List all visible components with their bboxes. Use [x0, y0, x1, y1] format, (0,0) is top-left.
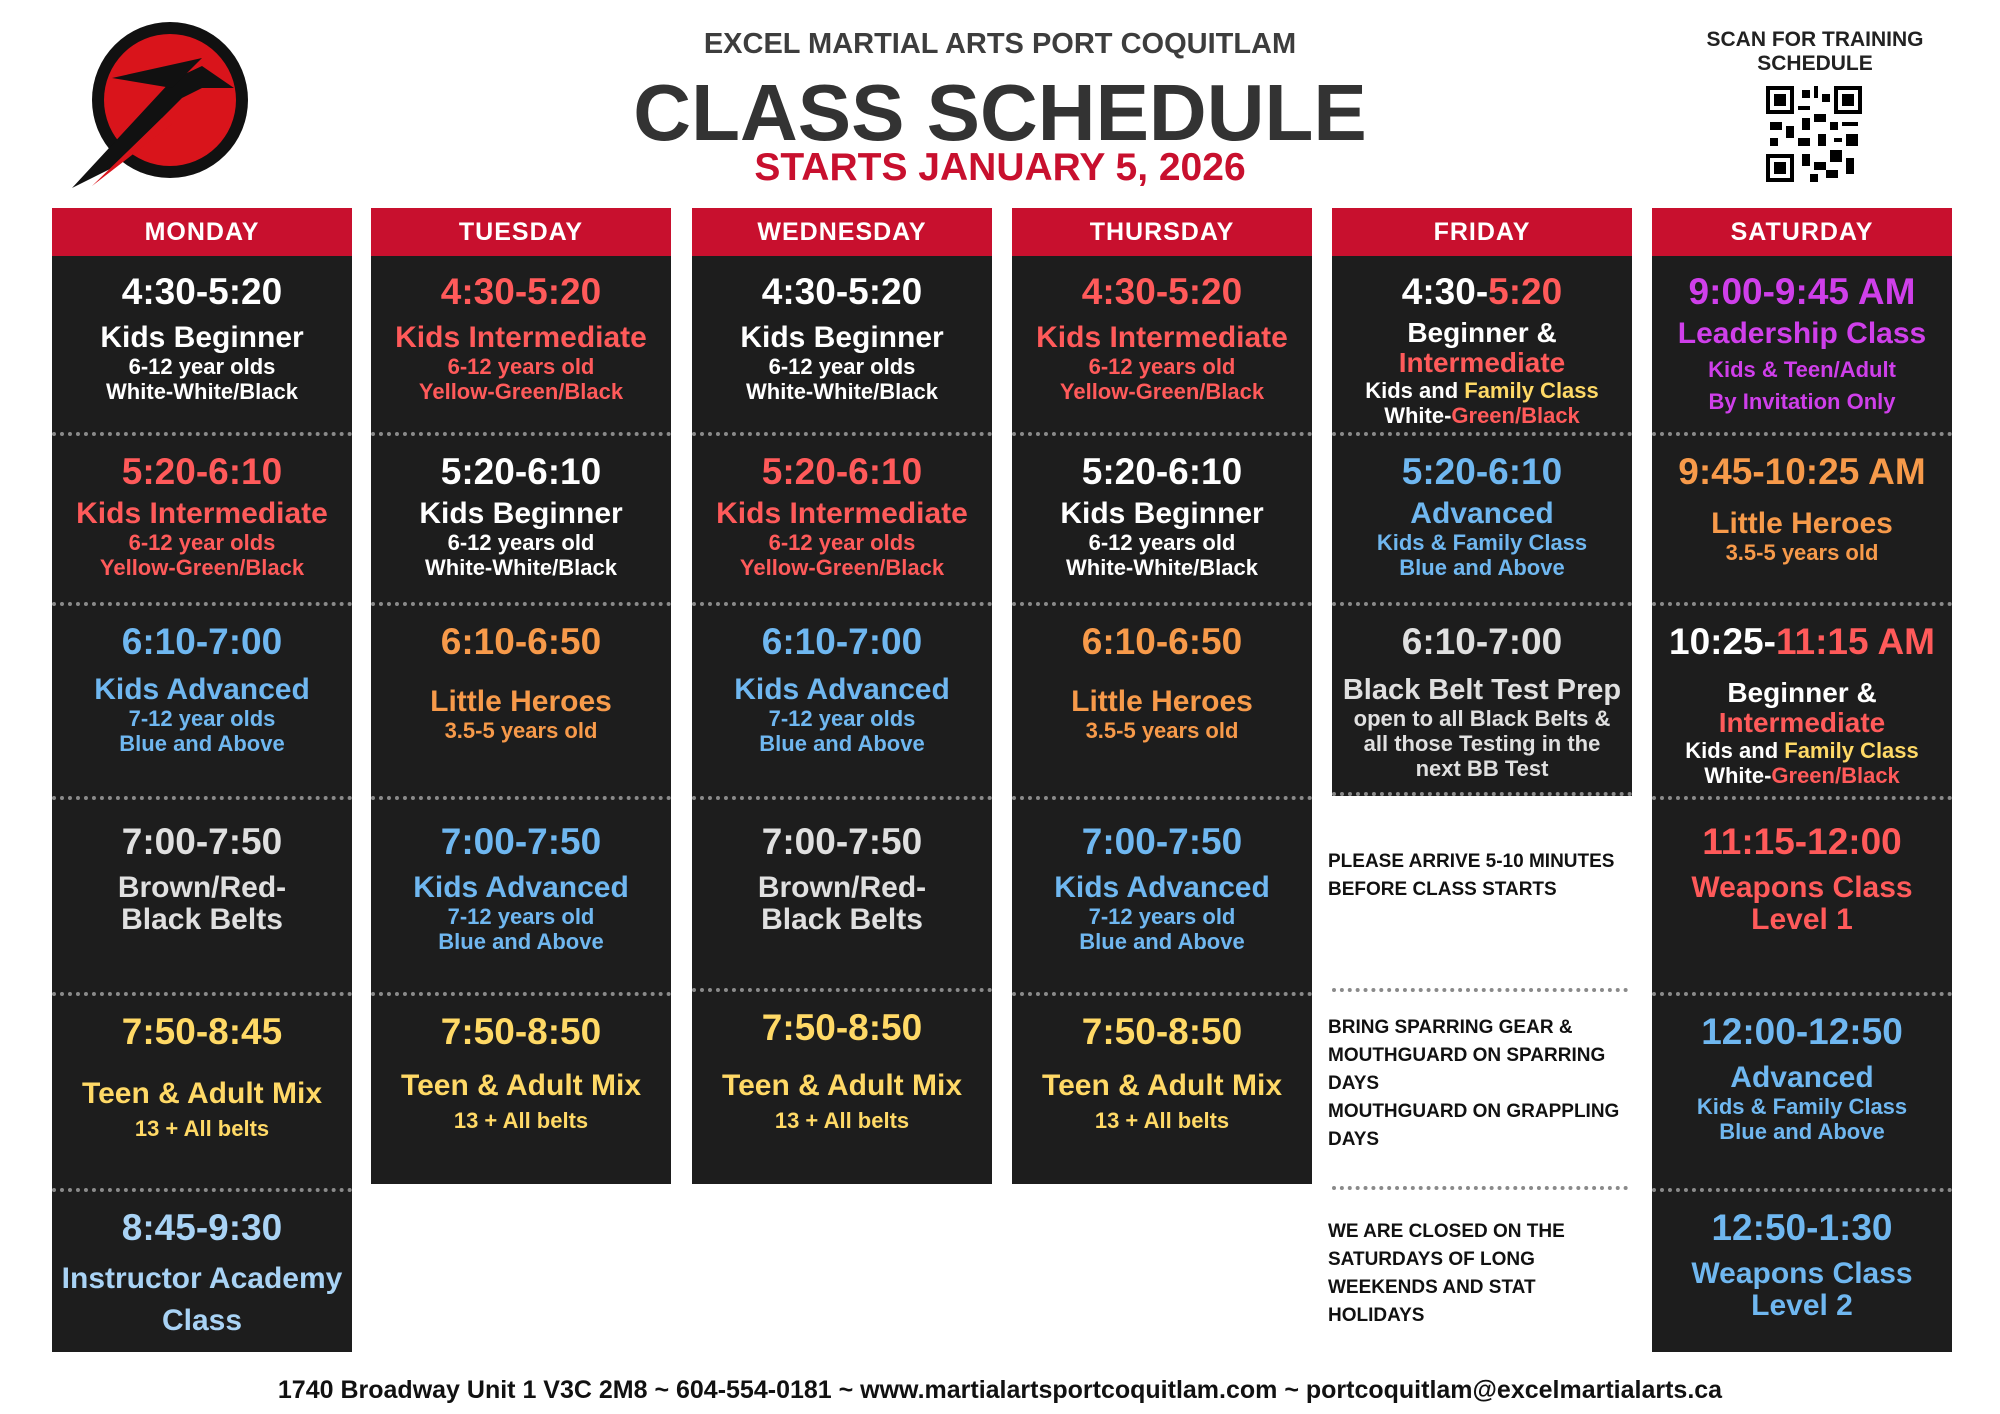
slot-detail-part: Family Class [1464, 378, 1599, 403]
slot-time: 5:20-6:10 [761, 451, 923, 492]
day-header: MONDAY [52, 208, 352, 256]
footer-contact: 1740 Broadway Unit 1 V3C 2M8 ~ 604-554-0181 ~ www.martialartsportcoquitlam.com ~ portcoquitlam@excelmartialarts.ca [277, 1376, 1723, 1404]
slot-title: Teen & Adult Mix [401, 1069, 641, 1102]
slot-detail: White-White/Black [1066, 555, 1258, 580]
class-slot [692, 606, 992, 800]
slot-title: Teen & Adult Mix [1042, 1069, 1282, 1102]
class-slot [1012, 436, 1312, 606]
class-slot [1012, 996, 1312, 1184]
class-slot [692, 436, 992, 606]
slot-time: 7:50-8:50 [761, 1007, 923, 1048]
slot-detail-part: Family Class [1784, 738, 1919, 763]
slot-time: 9:45-10:25 AM [1678, 451, 1926, 492]
slot-time: 9:00-9:45 AM [1688, 271, 1916, 312]
slot-title: Teen & Adult Mix [82, 1077, 322, 1110]
slot-detail: 13 + All belts [134, 1116, 270, 1141]
slot-detail: Blue and Above [438, 929, 604, 954]
slot-detail: By Invitation Only [1708, 389, 1896, 414]
day-header: THURSDAY [1012, 208, 1312, 256]
start-date: STARTS JANUARY 5, 2026 [754, 146, 1246, 189]
slot-detail: 13 + All belts [774, 1108, 910, 1133]
slot-detail: 7-12 years old [1088, 904, 1236, 929]
slot-title: Kids Advanced [413, 871, 629, 904]
day-header: SATURDAY [1652, 208, 1952, 256]
slot-time: 4:30-5:20 [1081, 271, 1243, 312]
class-slot [1332, 606, 1632, 796]
class-slot [1652, 606, 1952, 800]
phoenix-logo-icon [52, 18, 248, 200]
slot-detail: Blue and Above [119, 731, 285, 756]
day-column-monday [52, 208, 352, 1337]
slot-title: Brown/Red- Black Belts [757, 871, 927, 936]
class-slot [371, 800, 671, 996]
slot-detail-part: Kids and [1685, 738, 1785, 763]
slot-time: 7:50-8:45 [121, 1011, 283, 1052]
day-column-thursday [1012, 208, 1312, 1133]
slot-title: Kids Advanced [734, 673, 950, 706]
day-header: TUESDAY [371, 208, 671, 256]
note-arrive-early: PLEASE ARRIVE 5-10 MINUTES BEFORE CLASS STARTS [1328, 851, 1615, 900]
class-slot [1652, 800, 1952, 996]
slot-title: Kids Intermediate [395, 321, 647, 354]
slot-detail: Yellow-Green/Black [99, 555, 305, 580]
class-slot [1332, 436, 1632, 606]
slot-time: 5:20-6:10 [1081, 451, 1243, 492]
class-slot [52, 1192, 352, 1352]
slot-detail-part: Green/Black [1451, 403, 1580, 428]
slot-detail: Blue and Above [1719, 1119, 1885, 1144]
slot-time [1332, 270, 1632, 314]
slot-title: Kids Beginner [740, 321, 944, 354]
slot-title: Advanced [1730, 1061, 1874, 1094]
slot-detail: 7-12 year olds [128, 706, 276, 731]
slot-title: Kids Advanced [1054, 871, 1270, 904]
slot-detail: 7-12 year olds [768, 706, 916, 731]
slot-title: Little Heroes [1711, 507, 1893, 540]
class-slot [52, 256, 352, 436]
day-header: FRIDAY [1332, 208, 1632, 256]
slot-detail: 6-12 year olds [768, 354, 916, 379]
slot-title: Little Heroes [430, 685, 612, 718]
slot-time: 7:00-7:50 [121, 821, 283, 862]
class-slot [1652, 436, 1952, 606]
class-slot [692, 256, 992, 436]
slot-time: 6:10-6:50 [440, 621, 602, 662]
class-slot [1652, 256, 1952, 436]
slot-detail [1332, 378, 1632, 403]
slot-time-start: 10:25- [1669, 621, 1776, 662]
note-grappling: MOUTHGUARD ON GRAPPLING DAYS [1328, 1101, 1620, 1150]
slot-detail: 6-12 year olds [128, 354, 276, 379]
slot-detail: 13 + All belts [1094, 1108, 1230, 1133]
slot-title: Beginner & [1407, 317, 1557, 348]
slot-title: Weapons Class Level 2 [1691, 1257, 1913, 1322]
class-slot [1652, 996, 1952, 1192]
class-slot [692, 800, 992, 992]
slot-time: 8:45-9:30 [121, 1207, 283, 1248]
day-column-wednesday [692, 208, 992, 1133]
class-slot [52, 800, 352, 996]
slot-detail: Yellow-Green/Black [1059, 379, 1265, 404]
note-sparring-gear: BRING SPARRING GEAR & MOUTHGUARD ON SPARRING DAYS [1328, 1017, 1606, 1094]
class-slot [371, 606, 671, 800]
class-slot [371, 256, 671, 436]
slot-title: Black Belt Test Prep [1342, 674, 1622, 706]
slot-time: 7:00-7:50 [1081, 821, 1243, 862]
slot-time: 7:50-8:50 [1081, 1011, 1243, 1052]
slot-time: 7:00-7:50 [761, 821, 923, 862]
slot-detail: open to all Black Belts & [1353, 706, 1611, 731]
slot-time: 6:10-7:00 [761, 621, 923, 662]
slot-detail: 6-12 years old [1088, 530, 1236, 555]
slot-title: Intermediate [1398, 347, 1566, 378]
slot-time: 7:00-7:50 [440, 821, 602, 862]
slot-detail: White-White/Black [106, 379, 298, 404]
class-slot [371, 436, 671, 606]
slot-title: Beginner & [1727, 677, 1877, 708]
slot-detail: Yellow-Green/Black [418, 379, 624, 404]
logo [52, 18, 248, 200]
class-slot [52, 606, 352, 800]
slot-detail: next BB Test [1415, 756, 1549, 781]
qr-code[interactable] [1766, 86, 1862, 182]
slot-title: Advanced [1410, 497, 1554, 530]
slot-title: Instructor Academy Class [61, 1262, 343, 1337]
slot-time-end: 5:20 [1488, 271, 1563, 312]
slot-title: Kids Intermediate [1036, 321, 1288, 354]
day-column-tuesday [371, 208, 671, 1133]
slot-title: Intermediate [1718, 707, 1886, 738]
slot-title: Kids Beginner [1060, 497, 1264, 530]
qr-code-icon [1766, 86, 1862, 182]
slot-time: 12:50-1:30 [1711, 1207, 1893, 1248]
divider [1332, 1186, 1628, 1190]
slot-title: Kids Beginner [419, 497, 623, 530]
slot-title: Leadership Class [1677, 317, 1927, 350]
slot-detail-part: White- [1704, 763, 1772, 788]
slot-detail-part: Kids and [1365, 378, 1465, 403]
slot-detail: Blue and Above [1079, 929, 1245, 954]
slot-time: 4:30-5:20 [761, 271, 923, 312]
slot-time: 12:00-12:50 [1701, 1011, 1903, 1052]
slot-detail: 6-12 years old [1088, 354, 1236, 379]
organization-name: EXCEL MARTIAL ARTS PORT COQUITLAM [703, 28, 1297, 60]
slot-detail: Kids & Teen/Adult [1708, 357, 1896, 382]
slot-detail: all those Testing in the [1363, 731, 1601, 756]
slot-time: 6:10-6:50 [1081, 621, 1243, 662]
class-slot [52, 996, 352, 1192]
day-header: WEDNESDAY [692, 208, 992, 256]
slot-time: 5:20-6:10 [1401, 451, 1563, 492]
slot-detail: 13 + All belts [453, 1108, 589, 1133]
slot-detail: 6-12 year olds [768, 530, 916, 555]
slot-detail [1332, 403, 1632, 428]
slot-title: Little Heroes [1071, 685, 1253, 718]
slot-detail [1652, 763, 1952, 788]
slot-detail: 6-12 years old [447, 354, 595, 379]
slot-title: Kids Intermediate [76, 497, 328, 530]
class-slot [1332, 256, 1632, 436]
class-slot [1652, 1192, 1952, 1352]
divider [1332, 988, 1628, 992]
slot-time [1652, 620, 1952, 664]
note-closed-holidays: WE ARE CLOSED ON THE SATURDAYS OF LONG WEEKENDS AND STAT HOLIDAYS [1328, 1221, 1565, 1326]
slot-detail: 7-12 years old [447, 904, 595, 929]
slot-time: 6:10-7:00 [1401, 621, 1563, 662]
slot-title: Kids Beginner [100, 321, 304, 354]
slot-time-start: 4:30- [1401, 271, 1489, 312]
slot-detail: Blue and Above [1399, 555, 1565, 580]
slot-time: 6:10-7:00 [121, 621, 283, 662]
slot-detail-part: Green/Black [1771, 763, 1900, 788]
slot-detail: 6-12 year olds [128, 530, 276, 555]
slot-time: 4:30-5:20 [121, 271, 283, 312]
slot-time-end: 11:15 AM [1775, 621, 1935, 662]
slot-detail [1652, 738, 1952, 763]
slot-time: 11:15-12:00 [1702, 821, 1902, 862]
slot-title: Kids Intermediate [716, 497, 968, 530]
class-slot [1012, 256, 1312, 436]
slot-time: 4:30-5:20 [440, 271, 602, 312]
slot-detail: Kids & Family Class [1696, 1094, 1908, 1119]
day-column-friday [1332, 208, 1632, 781]
slot-title: Weapons Class Level 1 [1691, 871, 1913, 936]
slot-detail: 3.5-5 years old [1725, 540, 1879, 565]
slot-detail: 3.5-5 years old [1085, 718, 1239, 743]
slot-detail: 6-12 years old [447, 530, 595, 555]
class-slot [692, 992, 992, 1184]
slot-detail-part: White- [1384, 403, 1452, 428]
slot-detail: Kids & Family Class [1376, 530, 1588, 555]
day-column-saturday [1652, 208, 1952, 1322]
slot-detail: Blue and Above [759, 731, 925, 756]
class-slot [1012, 606, 1312, 800]
class-slot [1012, 800, 1312, 996]
slot-title: Kids Advanced [94, 673, 310, 706]
class-slot [371, 996, 671, 1184]
slot-time: 5:20-6:10 [121, 451, 283, 492]
slot-time: 7:50-8:50 [440, 1011, 602, 1052]
slot-detail: White-White/Black [425, 555, 617, 580]
slot-detail: 3.5-5 years old [444, 718, 598, 743]
page-title: CLASS SCHEDULE [633, 68, 1367, 157]
scan-caption: SCAN FOR TRAINING SCHEDULE [1706, 28, 1924, 75]
slot-detail: Yellow-Green/Black [739, 555, 945, 580]
slot-time: 5:20-6:10 [440, 451, 602, 492]
slot-detail: White-White/Black [746, 379, 938, 404]
class-slot [52, 436, 352, 606]
slot-title: Brown/Red- Black Belts [117, 871, 287, 936]
slot-title: Teen & Adult Mix [722, 1069, 962, 1102]
